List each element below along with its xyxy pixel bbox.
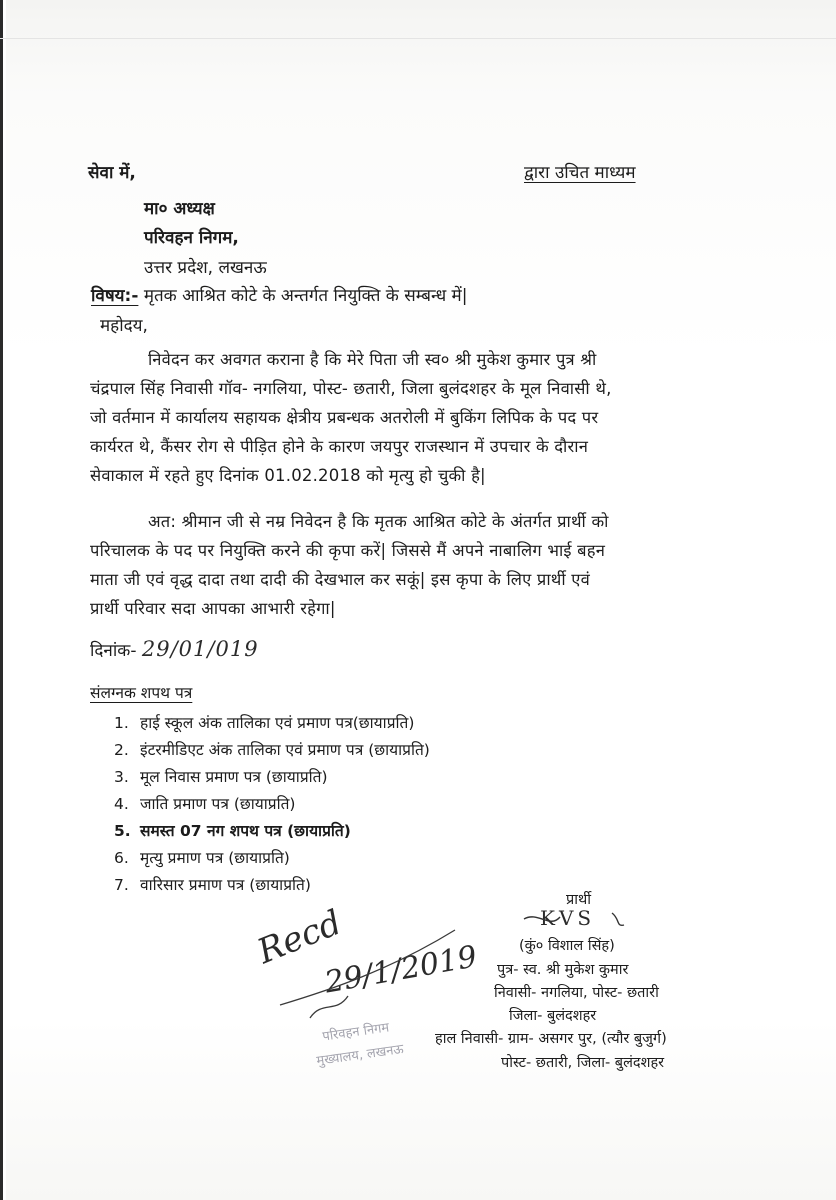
recipient-line-1: मा० अध्यक्ष <box>144 199 215 219</box>
enclosure-text: इंटरमीडिएट अंक तालिका एवं प्रमाण पत्र (छायाप्रति) <box>140 741 430 759</box>
enclosure-number: 6. <box>114 849 129 867</box>
stamp-line-2: मुख्यालय, लखनऊ <box>315 1041 405 1070</box>
recipient-line-2: परिवहन निगम, <box>144 228 239 248</box>
enclosure-text: जाति प्रमाण पत्र (छायाप्रति) <box>140 795 296 813</box>
para2-line-1: अत: श्रीमान जी से नम्र निवेदन है कि मृतक आश्रित कोटे के अंतर्गत प्रार्थी को <box>148 512 609 531</box>
para2-line-2: परिचालक के पद पर नियुक्ति करने की कृपा करें| जिससे मैं अपने नाबालिग भाई बहन <box>90 541 606 560</box>
recipient-line-3: उत्तर प्रदेश, लखनऊ <box>144 258 267 278</box>
enclosures-title: संलग्नक शपथ पत्र <box>90 684 193 702</box>
greeting: महोदय, <box>100 316 148 336</box>
enclosure-number: 1. <box>114 714 129 732</box>
subject-line <box>91 288 467 305</box>
enclosure-item <box>114 738 430 760</box>
applicant-name: (कुं० विशाल सिंह) <box>519 938 615 954</box>
para1-line-1: निवेदन कर अवगत कराना है कि मेरे पिता जी स्व० श्री मुकेश कुमार पुत्र श्री <box>148 350 597 369</box>
enclosure-number: 7. <box>114 876 129 894</box>
para2-line-4: प्रार्थी परिवार सदा आपका आभारी रहेगा| <box>90 599 336 618</box>
para1-line-4: कार्यरत थे, कैंसर रोग से पीड़ित होने के कारण जयपुर राजस्थान में उपचार के दौरान <box>90 437 589 456</box>
date-label: दिनांक- <box>90 641 137 661</box>
stamp-line-1: परिवहन निगम <box>321 1020 391 1045</box>
applicant-address: निवासी- नगलिया, पोस्ट- छतारी <box>494 985 659 1001</box>
para2-line-3: माता जी एवं वृद्ध दादा तथा दादी की देखभाल कर सकूं| इस कृपा के लिए प्रार्थी एवं <box>90 570 590 589</box>
enclosure-text: हाई स्कूल अंक तालिका एवं प्रमाण पत्र(छायाप्रति) <box>140 714 415 732</box>
applicant-father: पुत्र- स्व. श्री मुकेश कुमार <box>497 962 629 978</box>
enclosure-text: समस्त 07 नग शपथ पत्र (छायाप्रति) <box>140 822 351 840</box>
received-date: 29/1/2019 <box>322 939 480 1001</box>
date-row <box>90 639 259 660</box>
enclosure-item <box>114 711 414 733</box>
enclosure-item <box>114 846 290 868</box>
current-address-1: हाल निवासी- ग्राम- असगर पुर, (त्यौर बुजुर्ग) <box>435 1031 667 1047</box>
current-address-2: पोस्ट- छतारी, जिला- बुलंदशहर <box>501 1055 665 1071</box>
enclosure-number: 5. <box>114 822 131 840</box>
received-note: Recd <box>252 902 348 973</box>
para1-line-2: चंद्रपाल सिंह निवासी गॉव- नगलिया, पोस्ट- छतारी, जिला बुलंदशहर के मूल निवासी थे, <box>90 379 612 398</box>
enclosure-item <box>114 819 351 841</box>
enclosure-number: 3. <box>114 768 129 786</box>
enclosure-text: मृत्यु प्रमाण पत्र (छायाप्रति) <box>140 849 290 867</box>
para1-line-5: सेवाकाल में रहते हुए दिनांक 01.02.2018 को मृत्यु हो चुकी है| <box>90 466 486 485</box>
subject-text: मृतक आश्रित कोटे के अन्तर्गत नियुक्ति के सम्बन्ध में| <box>143 286 468 306</box>
handwritten-date: 29/01/019 <box>141 637 259 661</box>
signature-flourish <box>520 905 630 935</box>
enclosure-number: 4. <box>114 795 129 813</box>
applicant-district: जिला- बुलंदशहर <box>509 1008 597 1024</box>
subject-label: विषय:- <box>91 286 139 306</box>
applicant-label: प्रार्थी <box>566 892 592 908</box>
scan-edge-line <box>0 38 836 39</box>
enclosure-item <box>114 792 295 814</box>
received-scribble <box>250 900 480 1020</box>
enclosure-item <box>114 765 328 787</box>
enclosure-number: 2. <box>114 741 129 759</box>
enclosure-item <box>114 873 311 895</box>
applicant-signature: KVS <box>540 906 596 930</box>
salutation-to: सेवा में, <box>88 163 136 183</box>
enclosure-text: वारिसार प्रमाण पत्र (छायाप्रति) <box>140 876 311 894</box>
para1-line-3: जो वर्तमान में कार्यालय सहायक क्षेत्रीय प्रबन्धक अतरोली में बुकिंग लिपिक के पद पर <box>90 408 599 427</box>
enclosure-text: मूल निवास प्रमाण पत्र (छायाप्रति) <box>140 768 328 786</box>
via-proper-channel: द्वारा उचित माध्यम <box>524 163 636 183</box>
